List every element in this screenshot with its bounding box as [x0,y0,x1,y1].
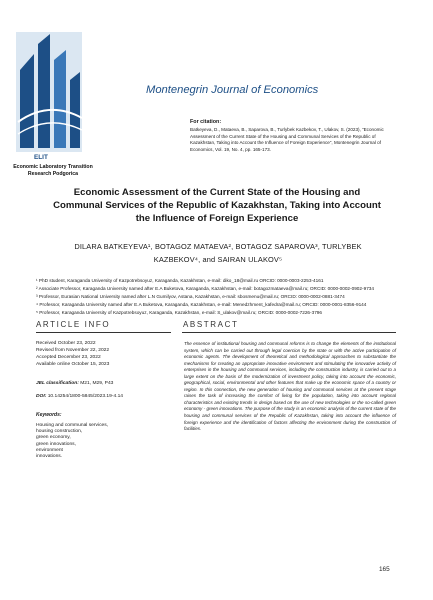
abstract-text: The essence of institutional housing and communal reforms is to change the elements of the institutional system, which can be carried out through legal coercion by the state or with the active participation of economic agents. The development of theoretical and methodological approaches to substantiate the mechanisms for creating an appropriate innovative environment and stimulating the innovative activity of enterprises in the housing and communal services, including the construction industry, is carried out to a large extent on the basis of the modernization of investment policy, taking into account the economic, geographical, social, environmental and other features that make up the economic space of a country or region. In this connection, the new generation of housing and communal services at the present stage raises the task of increasing the comfort of living for the population, taking into account regional characteristics and existing trends in design based on the use of new technologies or the so-called green economy - green innovations. The purpose of the study is an economic analysis of the current state of the housing and communal services of the Republic of Kazakhstan, taking into account the influence of foreign experience and the identification of factors affecting the environment during the construction of facilities. [184,341,396,432]
keyword-item: housing construction, [36,429,83,435]
date-accepted: Accepted December 23, 2022 [36,355,101,360]
doi-label: DOI: [36,394,47,399]
date-online: Available online October 15, 2023 [36,362,110,367]
affiliation-item: ³ Professor, Eurasian National University named after L.N Gumilyov, Astana, Kazakhstan, e-mail: sbosmenu@mail.ru; ORCID: 0000-0002-0881-3474 [36,294,345,299]
article-title: Economic Assessment of the Current State of the Housing and Communal Services of the Republic of Kazakhstan, Taking into Account the Influence of Foreign Experience [53,187,381,224]
affiliation-item: ⁴ Professor, Karaganda University named after E.A Buketova, Karaganda, Kazakhstan, e-mail: Menedzhment_kafedra@mail.ru; ORCID: 0000-0001-8356-9144 [36,302,367,307]
affiliations [36,278,396,316]
jel-value: M21, M29, P43 [80,381,114,386]
elit-logo-icon [14,30,84,154]
doi [36,394,123,399]
date-received: Received October 23, 2022 [36,341,96,346]
keywords-list [36,423,108,460]
keyword-item: green economy, [36,435,71,441]
keyword-item: innovations. [36,454,63,460]
affiliation-item: ⁵ Professor, Karaganda University of Kazpotrebsoyuz, Karaganda, Kazakhstan, e-mail: S_ulakov@mail.ru; ORCID: 0000-0002-7226-3796 [36,310,323,315]
logo-subtitle: Economic Laboratory Transition Research Podgorica [13,164,93,177]
citation-text: Batkeyeva, D., Mataeva, B., Saparova, B., Turlybek Kazbekov, T., Ulakov, S. (2023), “Economic Assessment of the Current State of the Housing and Communal Services of the Republic of Kazakhstan, Taking into Account the Influence of Foreign Experience”, Montenegrin Journal of Economics, Vol. 19, No. 4, pp. 165-173. [190,127,384,152]
jel-classification [36,381,113,386]
citation-heading: For citation: [190,119,222,125]
jel-label: JEL classification: [36,381,79,386]
keywords-heading: Keywords: [36,412,62,418]
logo-label: ELIT [34,154,48,161]
author-list: DILARA BATKEYEVA¹, BOTAGOZ MATAEVA², BOTAGOZ SAPAROVA³, TURLYBEK KAZBEKOV⁴, and SAIRAN ULAKOV⁵ [74,242,362,264]
date-revised: Revised from November 22, 2022 [36,348,110,353]
keyword-item: green innovations, [36,441,76,447]
abstract-divider [182,332,396,333]
doi-link[interactable]: 10.14254/1800-5845/2023.19-4.14 [47,394,124,399]
abstract-heading: ABSTRACT [183,320,239,329]
journal-title: Montenegrin Journal of Economics [146,84,319,96]
article-info-divider [36,332,171,333]
keyword-item: Housing and communal services, [36,423,109,428]
affiliation-item: ¹ PhD student, Karaganda University of Kazpotrebsoyuz, Karaganda, Kazakhstan, e-mail: diko_18@mail.ru ORCID: 0000-0003-2253-4161 [36,278,324,283]
keyword-item: environment [36,447,63,453]
affiliation-item: ² Associate Professor, Karaganda University named after E.A Buketova, Karaganda, Kazakhstan, e-mail: botagozmataeva@mail.ru; ORCID: 0000-0002-0902-9734 [36,286,375,291]
article-info-heading: ARTICLE INFO [36,320,111,329]
article-dates [36,340,109,368]
page-number: 165 [379,566,390,573]
